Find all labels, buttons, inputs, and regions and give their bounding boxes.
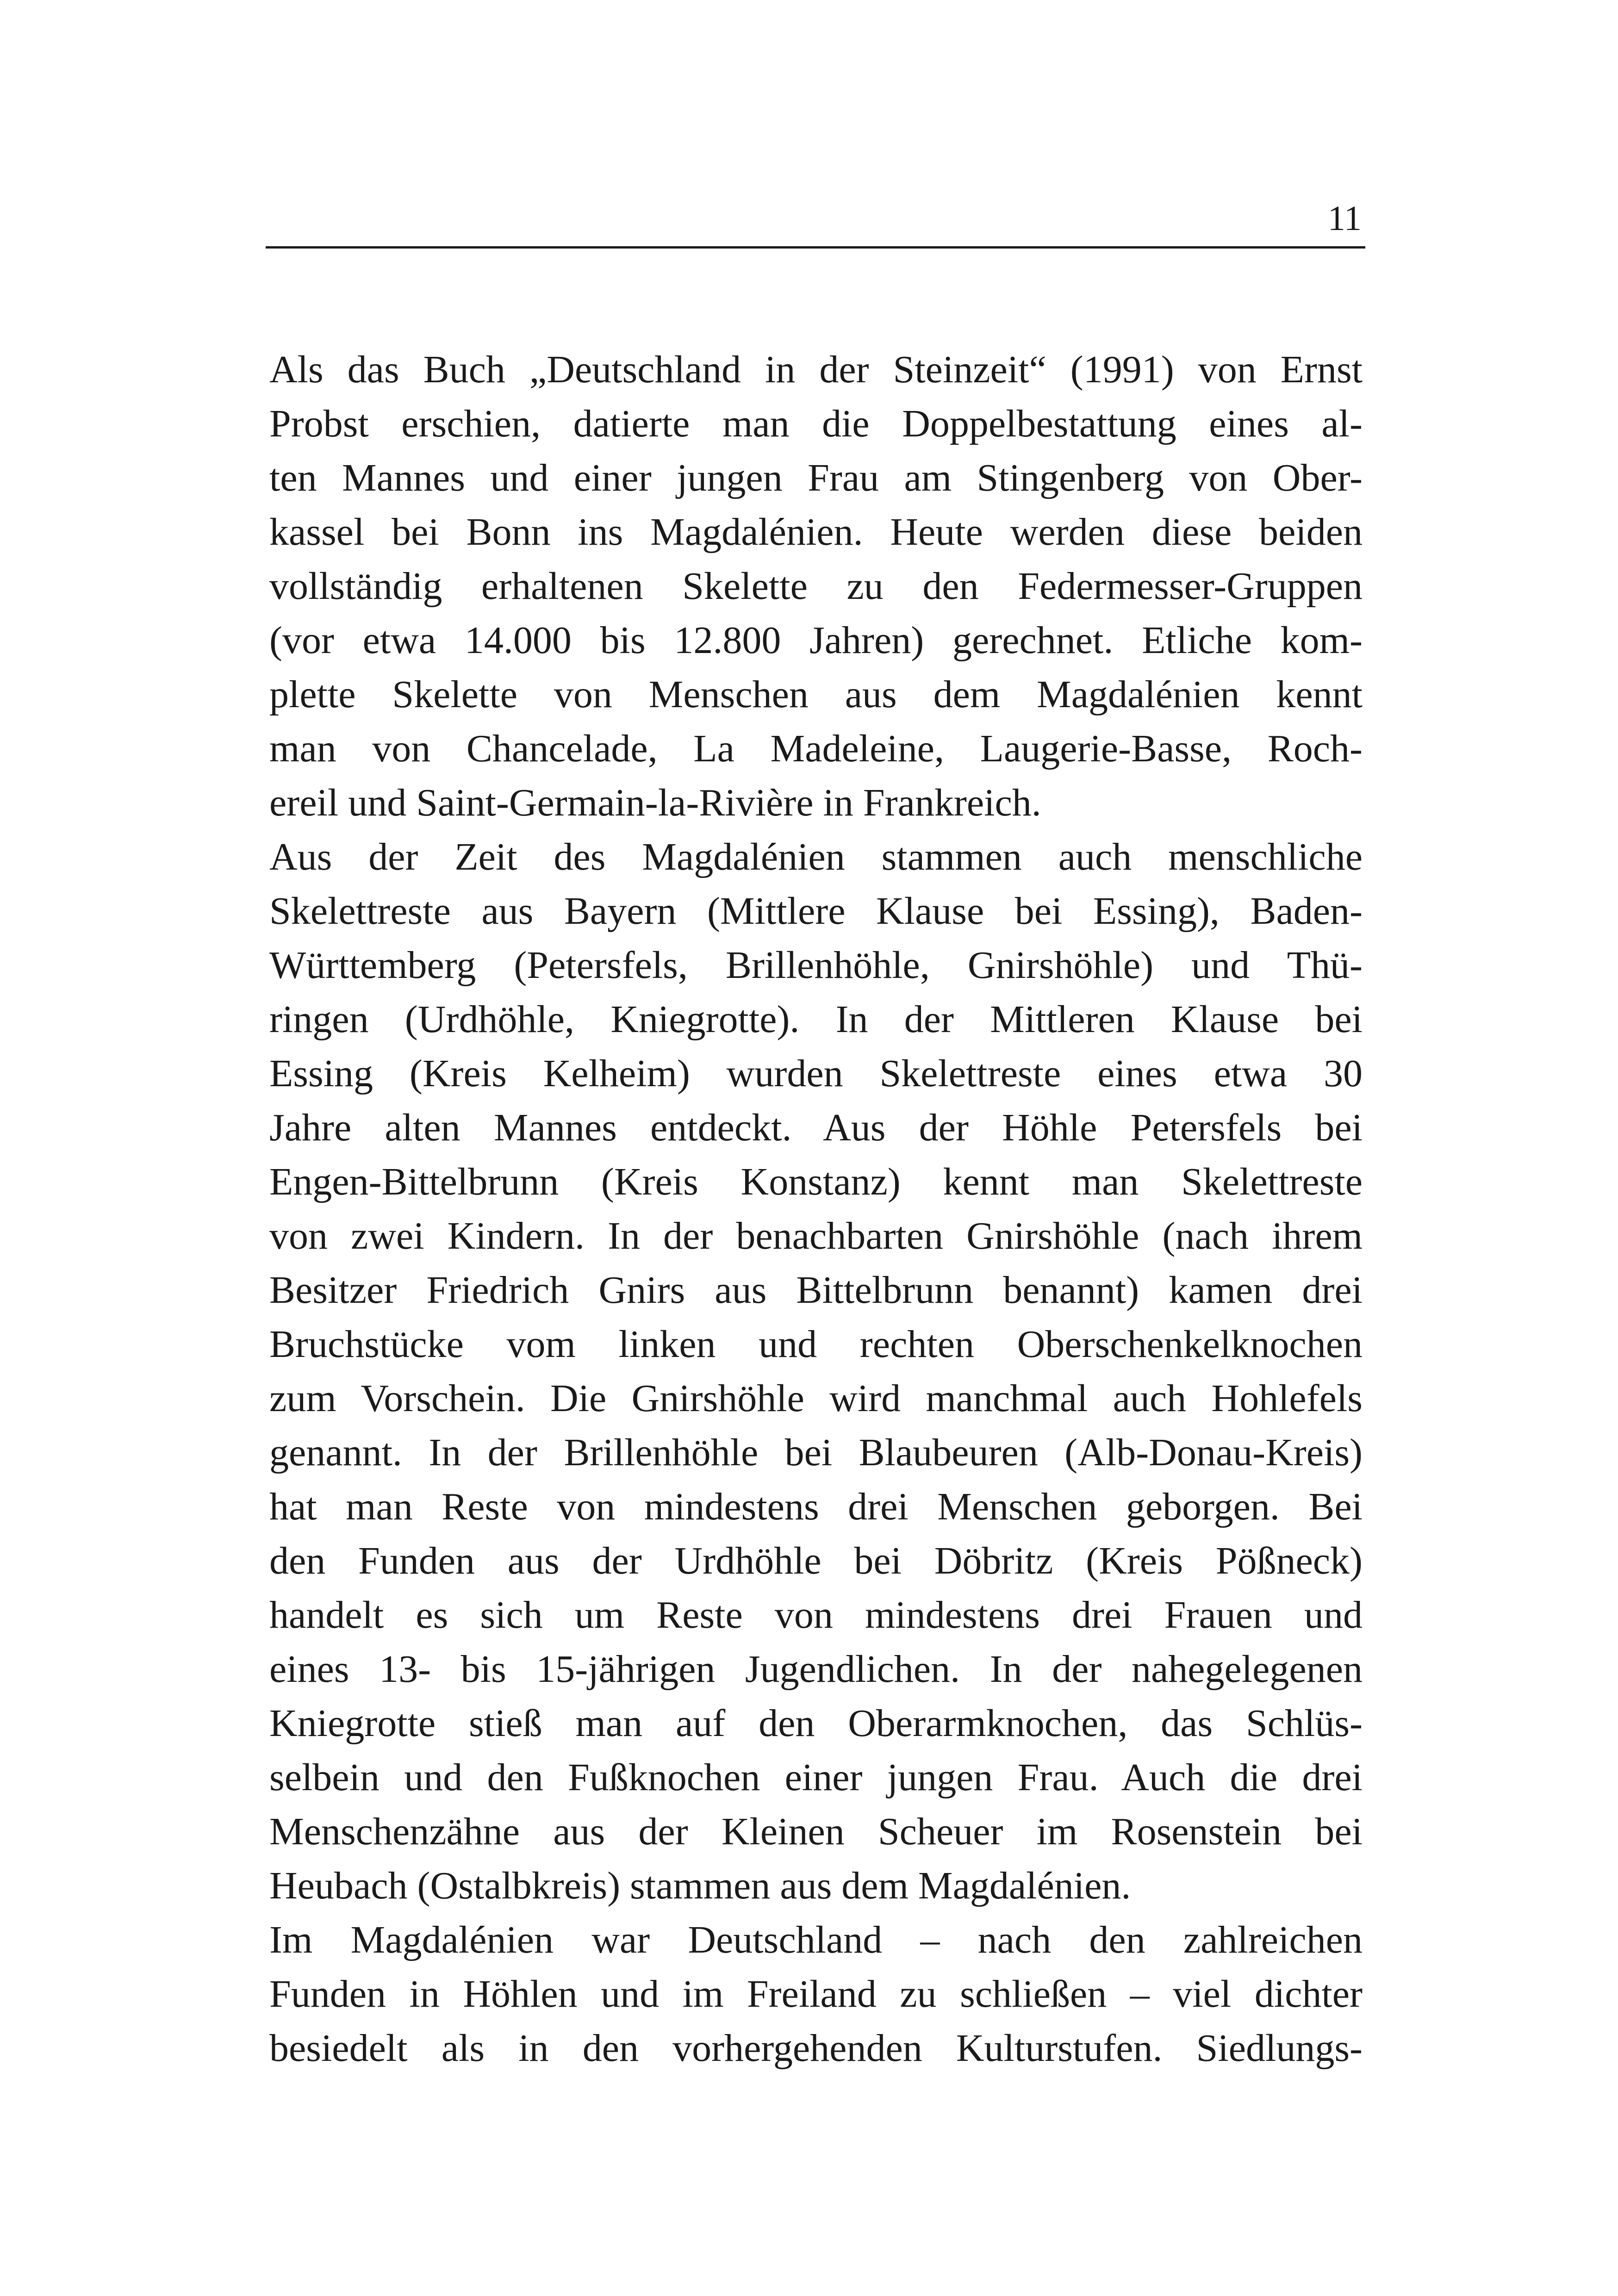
text-line: Im Magdalénien war Deutschland – nach den zahlreichen [269,1918,1363,1961]
text-line: ringen (Urdhöhle, Kniegrotte). In der Mittleren Klause bei [269,998,1363,1041]
text-line: den Funden aus der Urdhöhle bei Döbritz (Kreis Pößneck) [269,1539,1363,1582]
text-line: plette Skelette von Menschen aus dem Magdalénien kennt [269,673,1363,716]
text-line: ten Mannes und einer jungen Frau am Stingenberg von Ober- [269,456,1363,499]
text-line: Funden in Höhlen und im Freiland zu schließen – viel dichter [269,1972,1363,2016]
text-line: eines 13- bis 15-jährigen Jugendlichen. In der nahegelegenen [269,1648,1363,1691]
text-line: Württemberg (Petersfels, Brillenhöhle, Gnirshöhle) und Thü- [269,944,1363,987]
text-line: Besitzer Friedrich Gnirs aus Bittelbrunn benannt) kamen drei [269,1269,1363,1312]
text-line: Menschenzähne aus der Kleinen Scheuer im Rosenstein bei [269,1810,1363,1853]
text-line: Als das Buch „Deutschland in der Steinzeit“ (1991) von Ernst [269,348,1363,391]
text-line: Engen-Bittelbrunn (Kreis Konstanz) kennt man Skelettreste [269,1160,1363,1203]
text-line: Aus der Zeit des Magdalénien stammen auch menschliche [269,835,1363,878]
text-line: von zwei Kindern. In der benachbarten Gnirshöhle (nach ihrem [269,1214,1363,1257]
text-line: vollständig erhaltenen Skelette zu den Federmesser-Gruppen [269,565,1363,608]
text-line: Heubach (Ostalbkreis) stammen aus dem Magdalénien. [269,1864,1131,1907]
text-line: Skelettreste aus Bayern (Mittlere Klause bei Essing), Baden- [269,890,1363,933]
text-line: Essing (Kreis Kelheim) wurden Skelettreste eines etwa 30 [269,1052,1363,1095]
text-line: hat man Reste von mindestens drei Menschen geborgen. Bei [269,1485,1363,1528]
text-line: selbein und den Fußknochen einer jungen Frau. Auch die drei [269,1756,1363,1799]
text-line: Bruchstücke vom linken und rechten Oberschenkelknochen [269,1323,1363,1366]
page-number: 11 [1327,199,1362,238]
text-line: Jahre alten Mannes entdeckt. Aus der Höhle Petersfels bei [269,1106,1363,1149]
text-line: ereil und Saint-Germain-la-Rivière in Frankreich. [269,781,1041,824]
paragraph [269,830,1363,1913]
page-header [266,185,1365,249]
text-line: handelt es sich um Reste von mindestens drei Frauen und [269,1593,1363,1636]
body-text [269,342,1363,2075]
text-line: (vor etwa 14.000 bis 12.800 Jahren) gerechnet. Etliche kom- [269,619,1363,662]
text-line: zum Vorschein. Die Gnirshöhle wird manchmal auch Hohlefels [269,1377,1363,1420]
text-line: kassel bei Bonn ins Magdalénien. Heute werden diese beiden [269,510,1363,554]
text-line: Probst erschien, datierte man die Doppelbestattung eines al- [269,402,1363,445]
text-line: man von Chancelade, La Madeleine, Laugerie-Basse, Roch- [269,727,1363,770]
text-line: genannt. In der Brillenhöhle bei Blaubeuren (Alb-Donau-Kreis) [269,1431,1363,1474]
text-line: Kniegrotte stieß man auf den Oberarmknochen, das Schlüs- [269,1702,1363,1745]
paragraph [269,1913,1363,2075]
text-line: besiedelt als in den vorhergehenden Kulturstufen. Siedlungs- [269,2027,1363,2070]
paragraph [269,342,1363,830]
